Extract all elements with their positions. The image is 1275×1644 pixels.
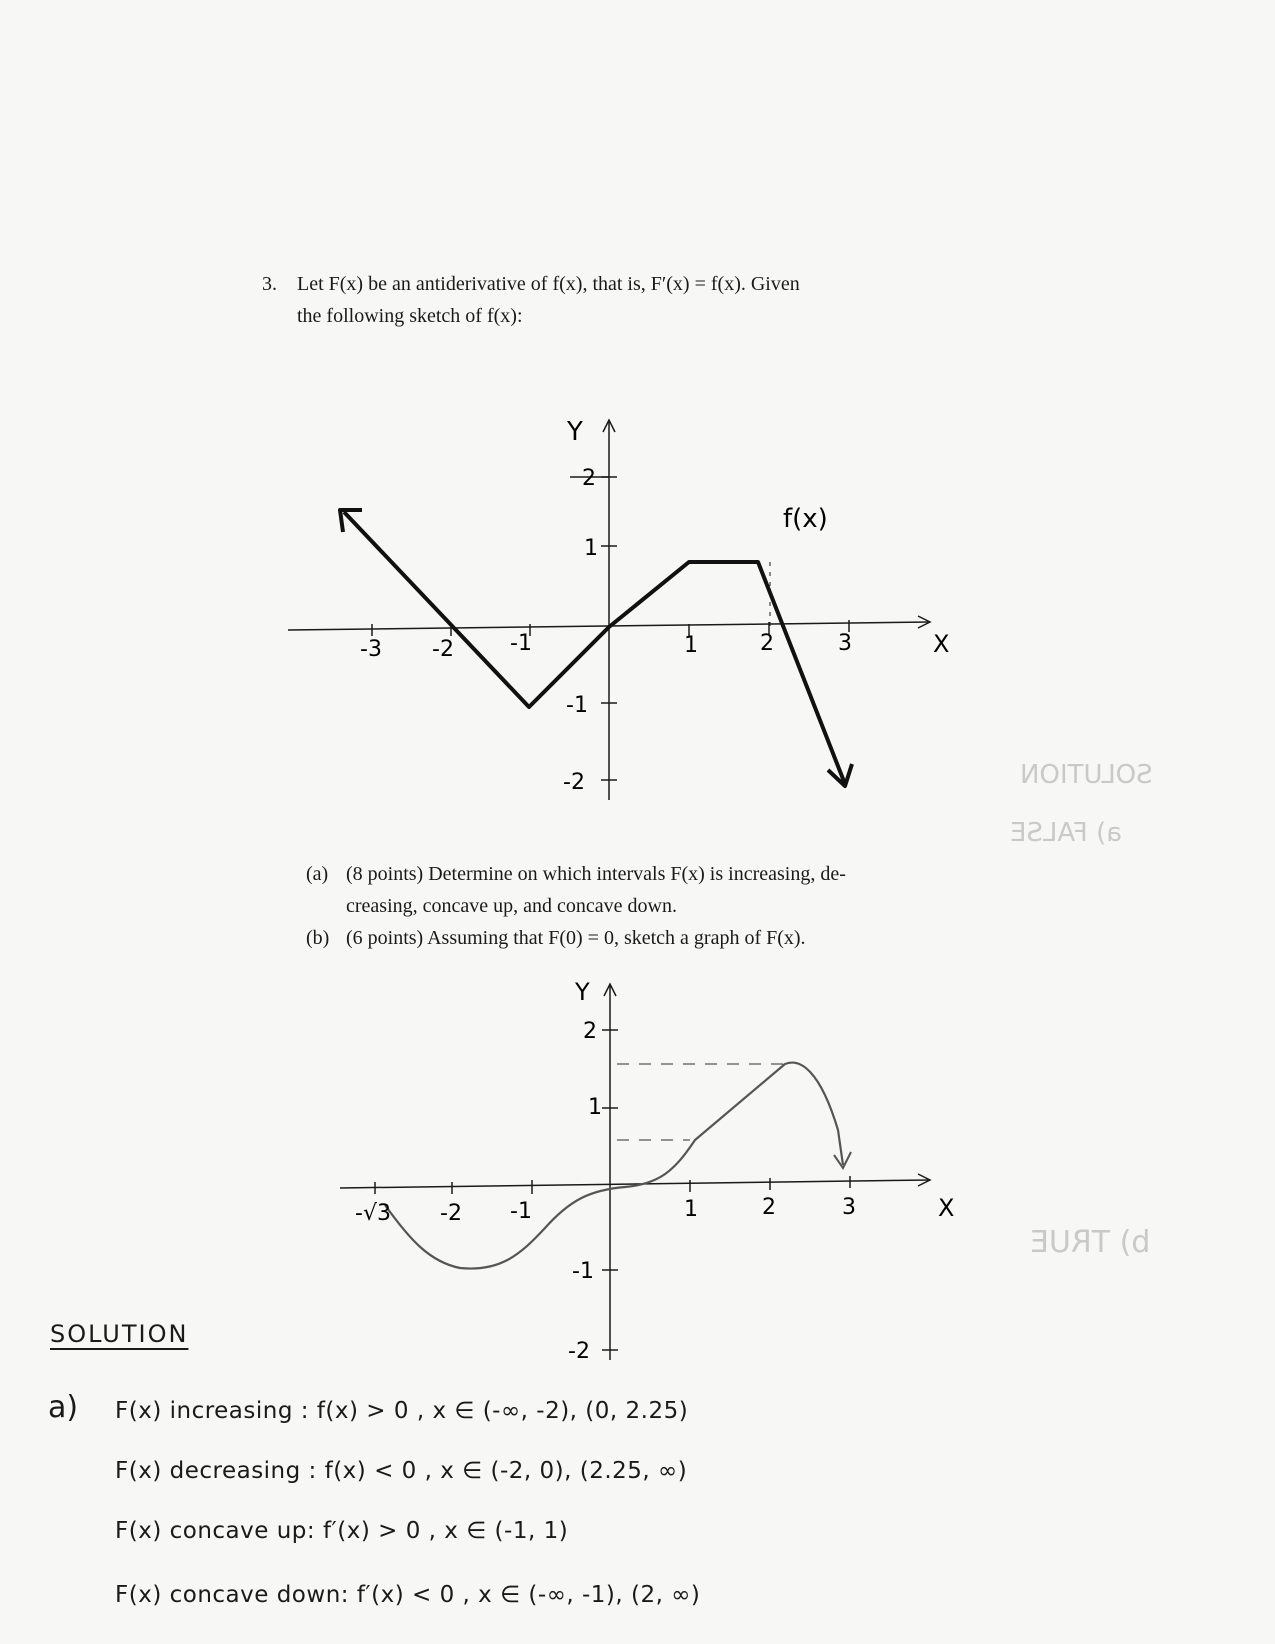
f-y-tick-1: 1 bbox=[584, 536, 598, 561]
f-y-tick-2: 2 bbox=[582, 466, 596, 491]
f-curve bbox=[344, 512, 845, 784]
part-a-text-line-1: (8 points) Determine on which intervals F(x) is increasing, de- bbox=[346, 863, 846, 885]
solution-heading: SOLUTION bbox=[50, 1320, 189, 1348]
f-x-label: X bbox=[933, 630, 950, 658]
part-a-text-line-2: creasing, concave up, and concave down. bbox=[346, 895, 677, 917]
question-parts bbox=[306, 858, 1026, 954]
f-y-label: Y bbox=[567, 417, 583, 447]
solution-line-increasing: F(x) increasing : f(x) > 0 , x ∈ (-∞, -2), (0, 2.25) bbox=[115, 1398, 689, 1424]
solution-line-concave-down: F(x) concave down: f′(x) < 0 , x ∈ (-∞, -1), (2, ∞) bbox=[115, 1582, 701, 1608]
f-right-arrowhead bbox=[828, 764, 852, 786]
F-x-tick-1: 1 bbox=[684, 1197, 698, 1222]
F-y-tick-2: 2 bbox=[583, 1019, 597, 1044]
bleed-through-false: a) FALSE bbox=[1010, 818, 1123, 848]
F-x-axis bbox=[340, 1180, 930, 1188]
solution-line-decreasing: F(x) decreasing : f(x) < 0 , x ∈ (-2, 0), (2.25, ∞) bbox=[115, 1458, 688, 1484]
part-b bbox=[306, 922, 1026, 954]
solution-part-a-label: a) bbox=[48, 1390, 79, 1425]
F-x-tick-neg2: -2 bbox=[440, 1201, 462, 1226]
F-x-tick-3: 3 bbox=[842, 1195, 856, 1220]
F-y-label: Y bbox=[575, 978, 590, 1006]
bleed-through-true: b) TRUE bbox=[1030, 1225, 1151, 1260]
problem-statement bbox=[262, 268, 982, 332]
f-x-tick-1: 1 bbox=[684, 633, 698, 658]
F-arrowhead bbox=[834, 1152, 851, 1168]
problem-number: 3. bbox=[262, 273, 277, 295]
bleed-through-solution: SOLUTION bbox=[1020, 760, 1153, 790]
F-y-tick-neg2: -2 bbox=[568, 1339, 590, 1364]
f-x-tick-neg1: -1 bbox=[510, 631, 532, 656]
F-x-tick-neg1: -1 bbox=[510, 1199, 532, 1224]
problem-text-line-1: Let F(x) be an antiderivative of f(x), that is, F′(x) = f(x). Given bbox=[297, 273, 800, 295]
f-y-tick-neg2: -2 bbox=[563, 770, 585, 795]
f-x-tick-neg2: -2 bbox=[432, 637, 454, 662]
f-x-axis bbox=[288, 622, 930, 630]
f-x-tick-3: 3 bbox=[838, 631, 852, 656]
F-curve bbox=[385, 1063, 843, 1269]
F-y-tick-neg1: -1 bbox=[572, 1259, 594, 1284]
f-y-tick-neg1: -1 bbox=[566, 693, 588, 718]
F-x-tick-2: 2 bbox=[762, 1195, 776, 1220]
part-a-label: (a) bbox=[306, 863, 329, 885]
part-b-label: (b) bbox=[306, 927, 330, 949]
F-y-tick-1: 1 bbox=[588, 1095, 602, 1120]
problem-text-line-2: the following sketch of f(x): bbox=[297, 305, 523, 327]
f-left-arrowhead bbox=[340, 510, 362, 532]
part-b-text-line-1: (6 points) Assuming that F(0) = 0, sketch a graph of F(x). bbox=[346, 927, 806, 949]
solution-line-concave-up: F(x) concave up: f′(x) > 0 , x ∈ (-1, 1) bbox=[115, 1518, 569, 1544]
f-x-tick-2: 2 bbox=[760, 631, 774, 656]
F-x-tick-neg-sqrt3: -√3 bbox=[355, 1201, 391, 1226]
f-curve-label: f(x) bbox=[783, 504, 828, 534]
F-x-label: X bbox=[938, 1194, 955, 1222]
f-x-tick-neg3: -3 bbox=[360, 637, 382, 662]
part-a bbox=[306, 858, 1026, 922]
